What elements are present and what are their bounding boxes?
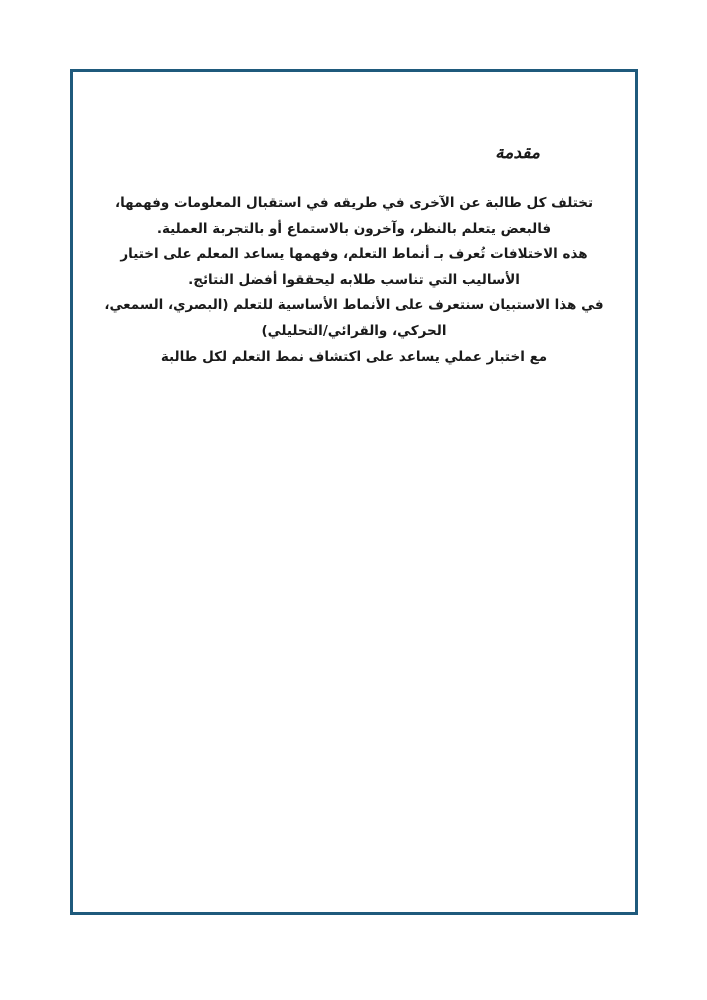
intro-line-7: مع اختبار عملي يساعد على اكتشاف نمط التعلم لكل طالبة (160, 348, 548, 365)
intro-line-1: تختلف كل طالبة عن الآخرى في طريقه في استقبال المعلومات وفهمها، (114, 195, 594, 211)
intro-line-3: هذه الاختلافات تُعرف بـ أنماط التعلم، وفهمها يساعد المعلم على اختيار (120, 246, 588, 263)
intro-line-6: الحركي، والقرائي/التحليلي) (261, 322, 447, 339)
intro-line-5: في هذا الاستبيان سنتعرف على الأنماط الأساسية للتعلم (البصري، السمعي، (104, 297, 604, 314)
intro-line-4: الأساليب التي تناسب طلابه ليحققوا أفضل النتائج. (188, 271, 520, 288)
intro-paragraph (70, 191, 638, 370)
intro-heading: مقدمة (495, 143, 540, 163)
intro-line-2: فالبعض يتعلم بالنظر، وآخرون بالاستماع أو بالتجربة العملية. (156, 220, 552, 237)
